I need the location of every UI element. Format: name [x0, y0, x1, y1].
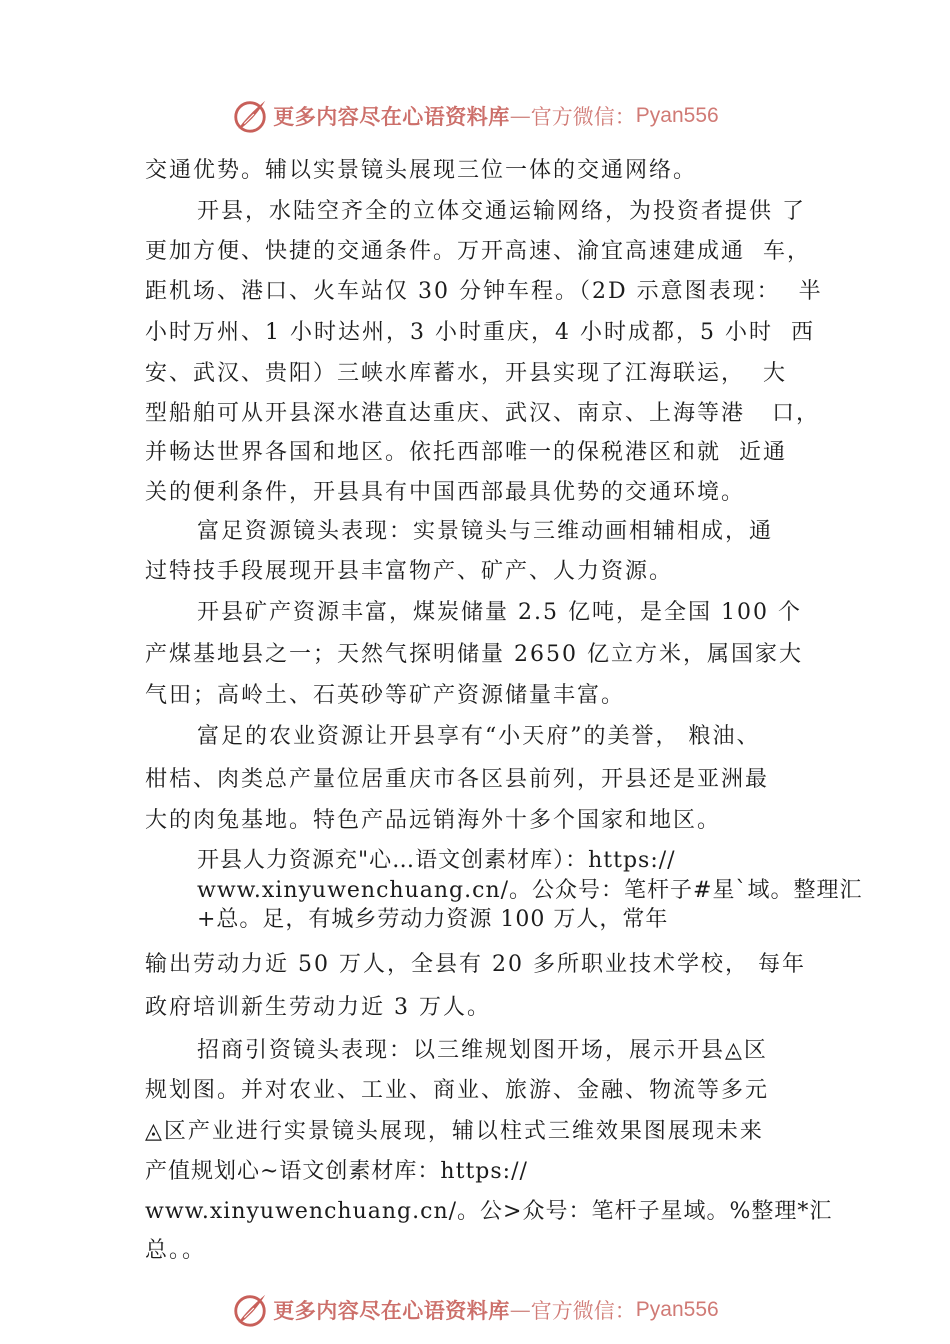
- text-line: 产值规划心~语文创素材库：https://: [145, 1159, 528, 1184]
- quill-logo-icon: [231, 97, 269, 135]
- header-watermark-banner: [0, 94, 950, 138]
- text-line: +总。足，有城乡劳动力资源 100 万人，常年: [197, 907, 669, 932]
- banner-wechat-label: 官方微信：: [530, 1299, 636, 1323]
- text-line: 小时万州、1 小时达州，3 小时重庆，4 小时成都，5 小时 西: [145, 320, 815, 345]
- banner-wechat-label: 官方微信：: [530, 105, 636, 129]
- text-line: 开县人力资源充"心…语文创素材库）：https://: [197, 848, 676, 873]
- text-line: 过特技手段展现开县丰富物产、矿产、人力资源。: [145, 559, 674, 584]
- text-line: 交通优势。辅以实景镜头展现三位一体的交通网络。: [145, 158, 698, 183]
- text-line: 型船舶可从开县深水港直达重庆、武汉、南京、上海等港 口，: [145, 401, 820, 426]
- text-line: 距机场、港口、火车站仅 30 分钟车程。（2D 示意图表现： 半: [145, 279, 823, 304]
- text-line: 并畅达世界各国和地区。依托西部唯一的保税港区和就 近通: [145, 440, 787, 465]
- text-line: 气田；高岭土、石英砂等矿产资源储量丰富。: [145, 683, 626, 708]
- banner-text: 更多内容尽在心语资料库: [273, 1298, 510, 1323]
- text-line: 产煤基地县之一；天然气探明储量 2650 亿立方米，属国家大: [145, 642, 803, 667]
- text-line: 招商引资镜头表现：以三维规划图开场，展示开县◬区: [197, 1038, 768, 1063]
- text-line: 总。。: [145, 1238, 207, 1263]
- text-line: 富足资源镜头表现：实景镜头与三维动画相辅相成，通: [197, 519, 774, 544]
- text-line: 规划图。并对农业、工业、商业、旅游、金融、物流等多元: [145, 1078, 770, 1103]
- text-line: 安、武汉、贵阳）三峡水库蓄水，开县实现了江海联运， 大: [145, 361, 787, 386]
- text-line: www.xinyuwenchuang.cn/。公>众号：笔杆子星域。%整理*汇: [145, 1199, 833, 1224]
- text-line: 富足的农业资源让开县享有“小天府”的美誉， 粮油、: [197, 724, 761, 749]
- text-line: 输出劳动力近 50 万人，全县有 20 多所职业技术学校， 每年: [145, 952, 806, 977]
- text-line: 开县矿产资源丰富，煤炭储量 2.5 亿吨，是全国 100 个: [197, 600, 802, 625]
- text-line: 开县，水陆空齐全的立体交通运输网络，为投资者提供 了: [197, 199, 806, 224]
- banner-wechat-id: Pyan556: [635, 104, 719, 127]
- text-line: 更加方便、快捷的交通条件。万开高速、渝宜高速建成通 车，: [145, 239, 811, 264]
- banner-wechat-id: Pyan556: [635, 1298, 719, 1321]
- banner-separator: —: [509, 1298, 531, 1322]
- banner-separator: —: [509, 104, 531, 128]
- text-line: 关的便利条件，开县具有中国西部最具优势的交通环境。: [145, 480, 746, 505]
- text-line: 大的肉兔基地。特色产品远销海外十多个国家和地区。: [145, 808, 722, 833]
- text-line: ◬区产业进行实景镜头展现，辅以柱式三维效果图展现未来: [145, 1119, 764, 1144]
- text-line: 柑桔、肉类总产量位居重庆市各区县前列，开县还是亚洲最: [145, 767, 770, 792]
- quill-logo-icon: [231, 1291, 269, 1329]
- banner-text: 更多内容尽在心语资料库: [273, 104, 510, 129]
- text-line: 政府培训新生劳动力近 3 万人。: [145, 995, 491, 1020]
- footer-watermark-banner: [0, 1288, 950, 1332]
- text-line: www.xinyuwenchuang.cn/。公众号：笔杆子#星`域。整理汇: [197, 878, 863, 903]
